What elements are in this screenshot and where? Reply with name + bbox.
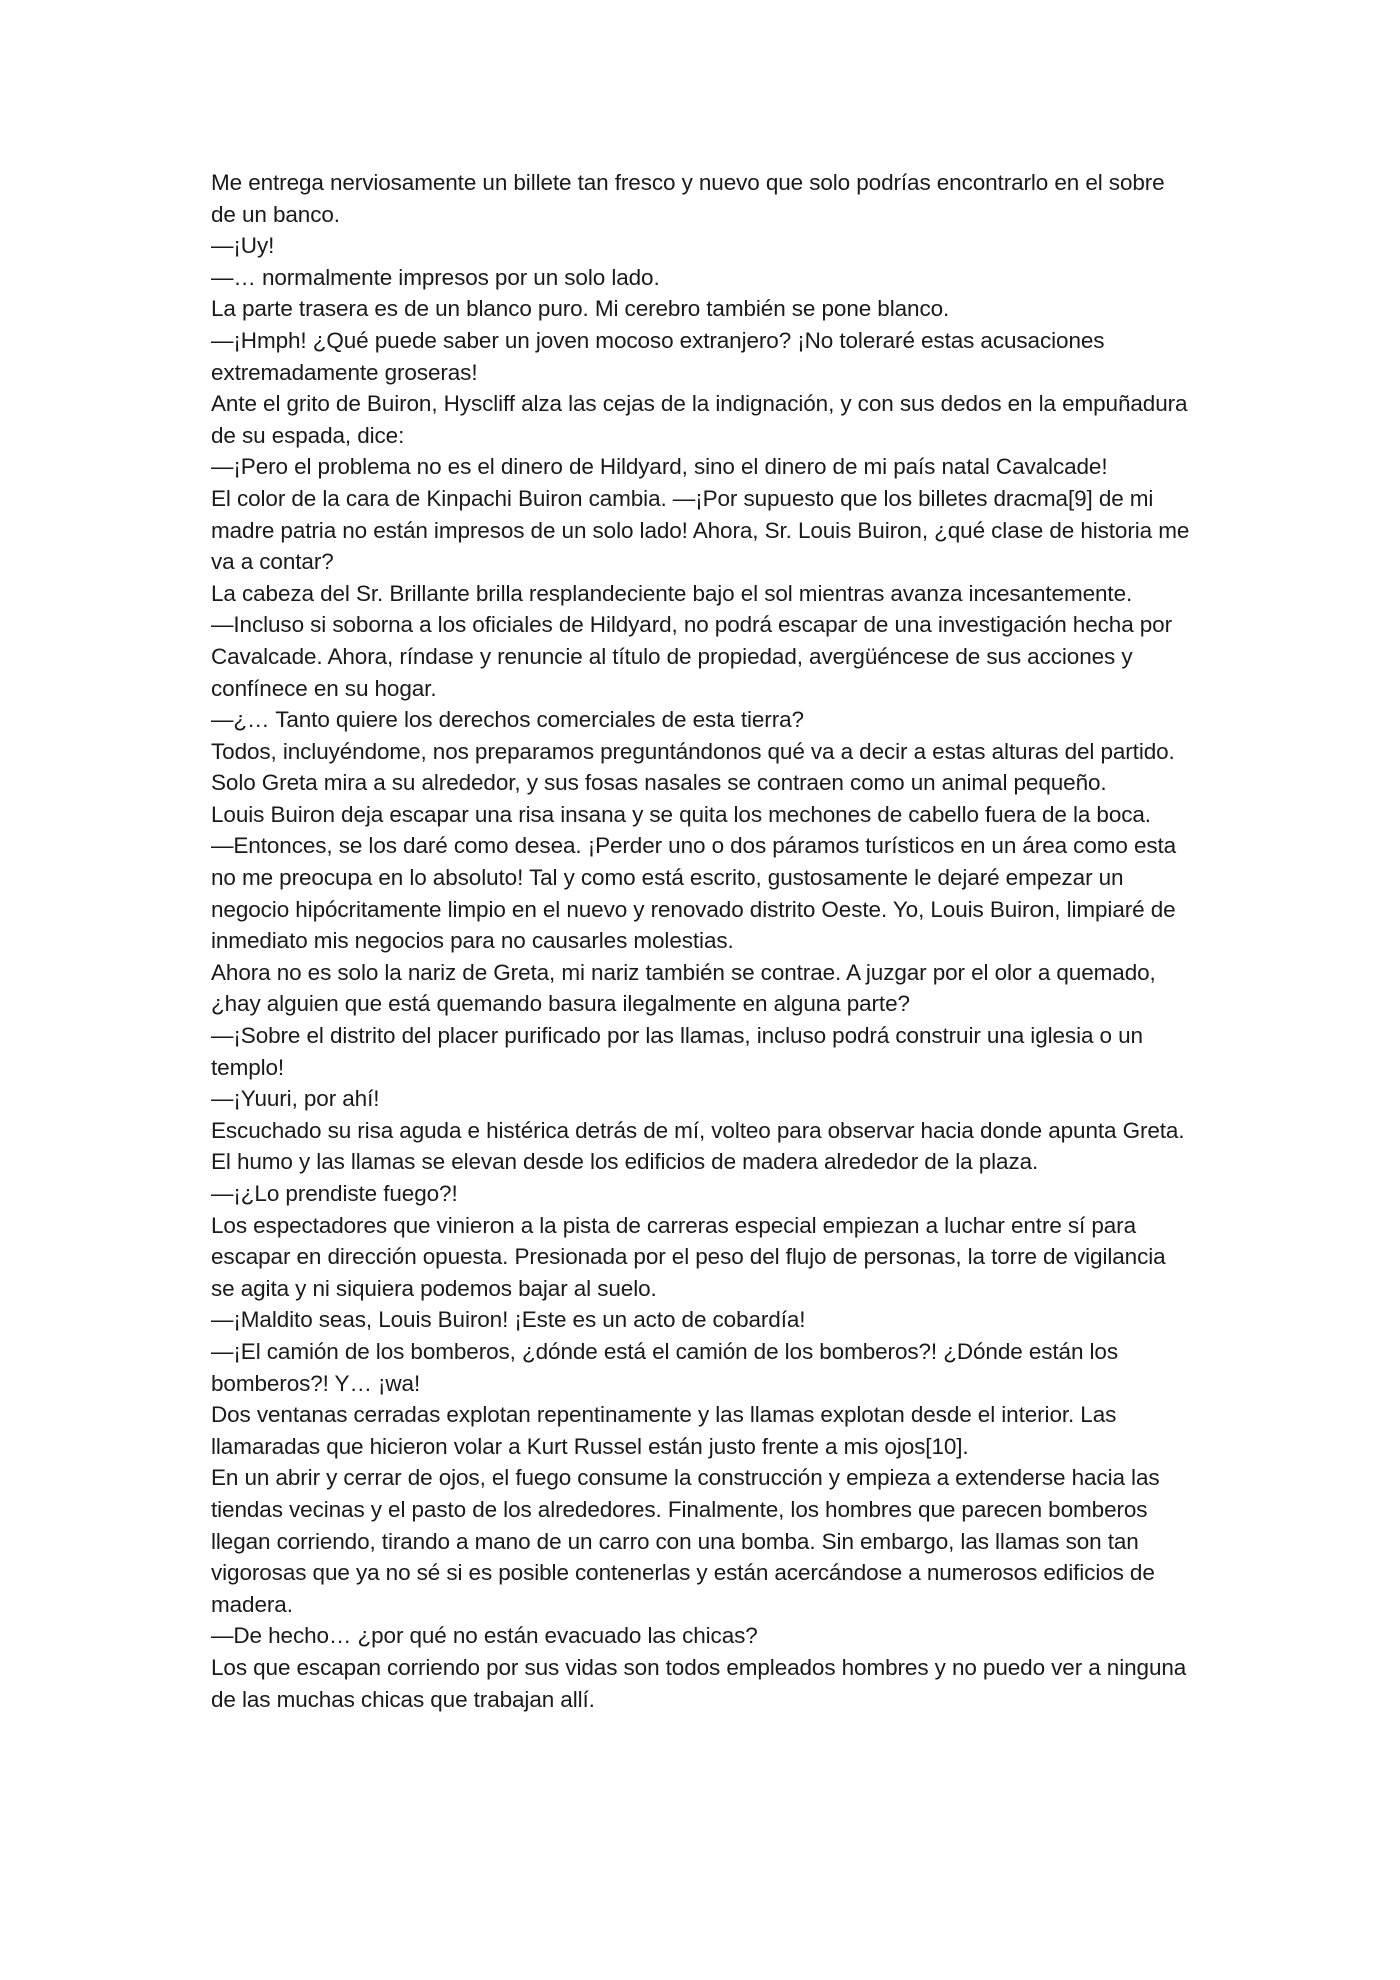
body-text [211,167,1191,1715]
paragraph: —¡Uy! [211,233,275,259]
paragraph: Louis Buiron deja escapar una risa insana y se quita los mechones de cabello fuera de la boca. [211,801,1151,827]
paragraph: Ante el grito de Buiron, Hyscliff alza las cejas de la indignación, y con sus dedos en la empuñadura de su espada, dice: [211,391,1188,448]
paragraph: El color de la cara de Kinpachi Buiron cambia. —¡Por supuesto que los billetes dracma[9] de mi madre patria no están impresos de un solo lado! Ahora, Sr. Louis Buiron, ¿qué clase de historia me va a contar? [211,485,1190,575]
paragraph: —¡El camión de los bomberos, ¿dónde está el camión de los bomberos?! ¿Dónde están los bomberos?! Y… ¡wa! [211,1338,1118,1396]
paragraph: Me entrega nerviosamente un billete tan fresco y nuevo que solo podrías encontrarlo en el sobre de un banco. [211,170,1165,227]
paragraph: —De hecho… ¿por qué no están evacuado las chicas? [211,1623,758,1649]
paragraph: La parte trasera es de un blanco puro. Mi cerebro también se pone blanco. [211,296,950,322]
paragraph: —Incluso si soborna a los oficiales de Hildyard, no podrá escapar de una investigación hecha por Cavalcade. Ahora, ríndase y renuncie al título de propiedad, avergüéncese de sus acciones y confínece en su hogar. [211,612,1172,701]
paragraph: —… normalmente impresos por un solo lado. [211,264,660,290]
paragraph: Ahora no es solo la nariz de Greta, mi nariz también se contrae. A juzgar por el olor a quemado, ¿hay alguien que está quemando basura ilegalmente en alguna parte? [211,959,1156,1017]
paragraph: Los que escapan corriendo por sus vidas son todos empleados hombres y no puedo ver a ninguna de las muchas chicas que trabajan allí. [211,1654,1187,1712]
paragraph: —¡Hmph! ¿Qué puede saber un joven mocoso extranjero? ¡No toleraré estas acusaciones extremadamente groseras! [211,327,1105,385]
paragraph: —¡Maldito seas, Louis Buiron! ¡Este es un acto de cobardía! [211,1307,806,1333]
paragraph: —¡Yuuri, por ahí! [211,1086,380,1112]
paragraph: La cabeza del Sr. Brillante brilla resplandeciente bajo el sol mientras avanza incesantemente. [211,580,1133,606]
paragraph: —¡Pero el problema no es el dinero de Hildyard, sino el dinero de mi país natal Cavalcade! [211,454,1108,480]
paragraph: Los espectadores que vinieron a la pista de carreras especial empiezan a luchar entre sí para escapar en dirección opuesta. Presionada por el peso del flujo de personas, la torre de vigilancia se agita y ni siquiera podemos bajar al suelo. [211,1212,1166,1301]
paragraph: —¿… Tanto quiere los derechos comerciales de esta tierra? [211,707,804,733]
paragraph: Escuchado su risa aguda e histérica detrás de mí, volteo para observar hacia donde apunta Greta. El humo y las llamas se elevan desde los edificios de madera alrededor de la plaza. [211,1117,1185,1175]
paragraph: —¡¿Lo prendiste fuego?! [211,1181,458,1206]
paragraph: En un abrir y cerrar de ojos, el fuego consume la construcción y empieza a extenderse hacia las tiendas vecinas y el pasto de los alrededores. Finalmente, los hombres que parecen bomberos llegan corriendo, tirando a mano de un carro con una bomba. Sin embargo, las llamas son tan vigorosas que ya no sé si es posible contenerlas y están acercándose a numerosos edificios de madera. [211,1465,1160,1617]
paragraph: Todos, incluyéndome, nos preparamos preguntándonos qué va a decir a estas alturas del partido. Solo Greta mira a su alrededor, y sus fosas nasales se contraen como un animal pequeño. [211,738,1175,796]
paragraph: —Entonces, se los daré como desea. ¡Perder uno o dos páramos turísticos en un área como esta no me preocupa en lo absoluto! Tal y como está escrito, gustosamente le dejaré empezar un negocio hipócritamente limpio en el nuevo y renovado distrito Oeste. Yo, Louis Buiron, limpiaré de inmediato mis negocios para no causarles molestias. [211,833,1177,954]
paragraph: —¡Sobre el distrito del placer purificado por las llamas, incluso podrá construir una iglesia o un templo! [211,1023,1143,1080]
paragraph: Dos ventanas cerradas explotan repentinamente y las llamas explotan desde el interior. Las llamaradas que hicieron volar a Kurt Russel están justo frente a mis ojos[10]. [211,1402,1117,1459]
